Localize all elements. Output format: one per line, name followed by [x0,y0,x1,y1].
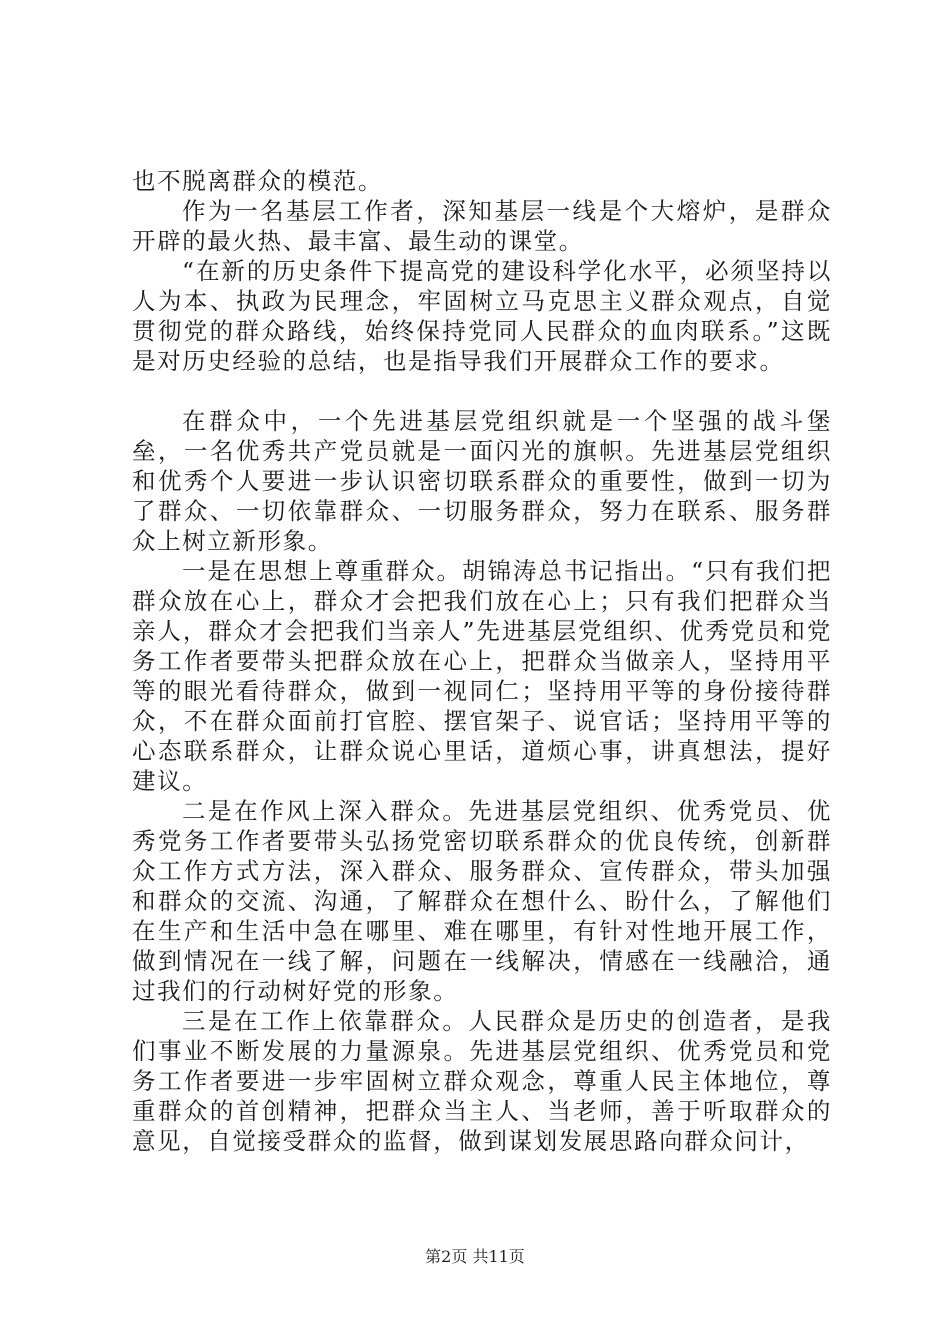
paragraph-point-one: 一是在思想上尊重群众。胡锦涛总书记指出。“只有我们把群众放在心上，群众才会把我们放在心上；只有我们把群众当亲人，群众才会把我们当亲人”先进基层党组织、优秀党员和党务工作者要带头把群众放在心上，把群众当做亲人，坚持用平等的眼光看待群众，做到一视同仁；坚持用平等的身份接待群众，不在群众面前打官腔、摆官架子、说官话；坚持用平等的心态联系群众，让群众说心里话，道烦心事，讲真想法，提好建议。 [132,557,832,795]
paragraph-quote: “在新的历史条件下提高党的建设科学化水平，必须坚持以人为本、执政为民理念，牢固树立马克思主义群众观点，自觉贯彻党的群众路线，始终保持党同人民群众的血肉联系。”这既是对历史经验的总结，也是指导我们开展群众工作的要求。 [132,257,832,375]
paragraph-point-two: 二是在作风上深入群众。先进基层党组织、优秀党员、优秀党务工作者要带头弘扬党密切联系群众的优良传统，创新群众工作方式方法，深入群众、服务群众、宣传群众，带头加强和群众的交流、沟通，了解群众在想什么、盼什么，了解他们在生产和生活中急在哪里、难在哪里，有针对性地开展工作，做到情况在一线了解，问题在一线解决，情感在一线融洽，通过我们的行动树好党的形象。 [132,797,832,1005]
paragraph-point-three: 三是在工作上依靠群众。人民群众是历史的创造者，是我们事业不断发展的力量源泉。先进基层党组织、优秀党员和党务工作者要进一步牢固树立群众观念，尊重人民主体地位，尊重群众的首创精神，把群众当主人、当老师，善于听取群众的意见，自觉接受群众的监督，做到谋划发展思路向群众问计， [132,1007,832,1155]
paragraph-party-organization: 在群众中，一个先进基层党组织就是一个坚强的战斗堡垒，一名优秀共产党员就是一面闪光的旗帜。先进基层党组织和优秀个人要进一步认识密切联系群众的重要性，做到一切为了群众、一切依靠群众、一切服务群众，努力在联系、服务群众上树立新形象。 [132,407,832,555]
document-body [132,166,832,1156]
paragraph-grassroots-worker: 作为一名基层工作者，深知基层一线是个大熔炉，是群众开辟的最火热、最丰富、最生动的课堂。 [132,197,832,255]
page-footer: 第2页 共11页 [425,1247,525,1266]
paragraph-gap [132,376,832,406]
paragraph-continuation: 也不脱离群众的模范。 [132,167,383,195]
